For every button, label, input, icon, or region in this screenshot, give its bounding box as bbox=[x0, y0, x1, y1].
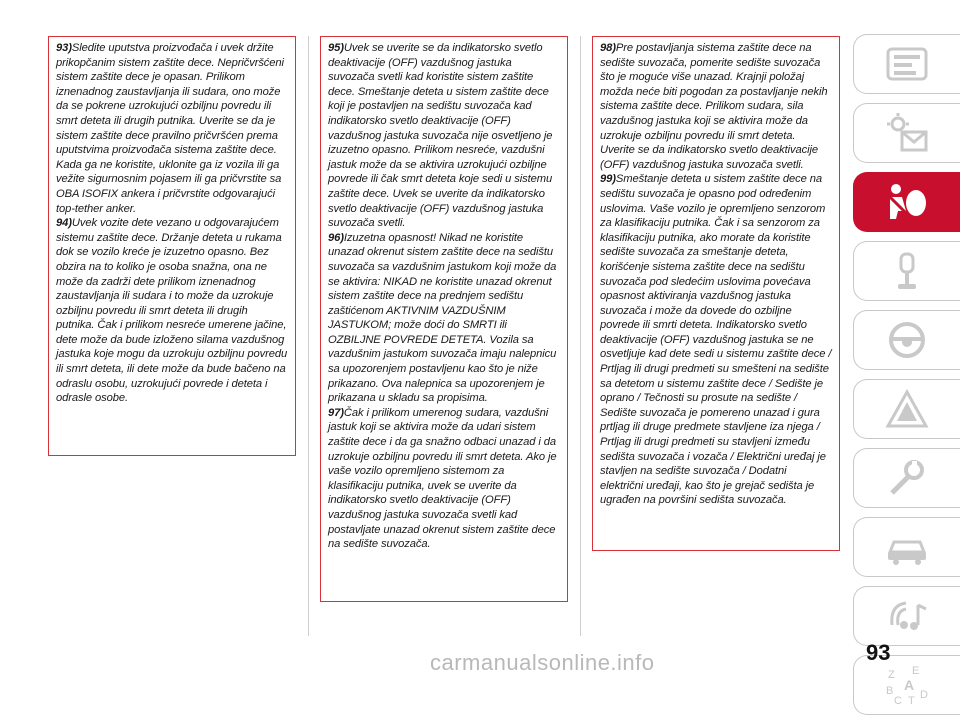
warning-box-column-1 bbox=[48, 36, 296, 456]
index-letter-t: T bbox=[908, 695, 915, 706]
dashboard-icon bbox=[884, 43, 930, 85]
alphabetical-index-icon bbox=[884, 664, 930, 706]
item-text: Uvek se uverite se da indikatorsko svetlo deaktivacije (OFF) vazdušnog jastuka suvozača svetli kad koristite sistem zaštite dece. Smeštanje deteta u sistem zaštite dece koji je postavljen na sedištu suvozača kad indikatorsko svetlo deaktivacije (OFF) vazdušnog jastuka suvozača nije osvetljeno je izuzetno opasno. Prilikom nesreće, vazdušni jastuk može da se aktivira uzrokujući ozbiljne povrede ili čak smrt deteta koje sedi u sistemu zaštite dece. Uvek se uverite da indikatorsko svetlo deaktivacije (OFF) vazdušnog jastuka suvozača svetli. bbox=[328, 42, 553, 230]
item-number: 98) bbox=[600, 42, 616, 54]
index-letter-z: Z bbox=[888, 669, 895, 681]
item-number: 93) bbox=[56, 42, 72, 54]
item-number: 99) bbox=[600, 173, 616, 186]
item-text: Smeštanje deteta u sistem zaštite dece na sedištu suvozača je opasno pod određenim uslovima. Vaše vozilo je opremljeno senzorom za klasifikaciju putnika. Čak i sa senzorom za klasifikaciju putnika, ako morate da koristite sedište suvozača za smeštanje deteta, korišćenje sistema zaštite dece na sedištu suvozača pod sledećim uslovima povećava opasnost aktiviranja vazdušnog jastuka suvozača i može da dovede do ozbiljne povrede ili smrti deteta. Indikatorsko svetlo deaktivacije (OFF) vazdušnog jastuka se ne osvetljuje kad dete sedi u sistemu zaštite dece / Prtljag ili drugi predmeti su smešteni na sedište sa detetom u sistemu zaštite dece / Sedište je oprano / Tečnosti su prosute na sedište / Sedište suvozača je pomereno unazad i gura prtljag ili druge predmete stavljene iza njega / Prtljag ili drugi predmeti su stavljeni između sedišta suvozača i vozača / Električni uređaj je stavljen na sedište suvozača / Dodatni električni uređaji, kao što je grejač sedišta je ugrađen na površini sedišta suvozača. bbox=[600, 173, 832, 507]
item-number: 97) bbox=[328, 406, 344, 419]
key-starting-icon bbox=[884, 250, 930, 292]
warning-item-95 bbox=[328, 41, 560, 231]
tab-steering[interactable] bbox=[853, 310, 960, 370]
multimedia-icon bbox=[884, 595, 930, 637]
item-number: 94) bbox=[56, 217, 72, 230]
item-text: Uvek vozite dete vezano u odgovarajućem sistemu zaštite dece. Držanje deteta u rukama dok se vozilo kreće je izuzetno opasno. Bez obzira na to koliko je osoba snažna, ona ne može da zadrži dete prilikom iznenadnog zaustavljanja ili sudara i to može da uzrokuje ozbiljnu povredu ili smrt deteta ili drugih putnika. Čak i prilikom nesreće umerene jačine, dete može da bude izloženo silama vazdušnog jastuka koje mogu da uzrokuju ozbiljnu povredu ili smrt deteta, ili dete može da bude bačeno na odraslu osobu, uzrokujući povrede i deteta i odrasle osobe. bbox=[56, 217, 288, 405]
tab-multimedia[interactable] bbox=[853, 586, 960, 646]
airbag-safety-icon bbox=[884, 181, 930, 223]
item-text: Izuzetna opasnost! Nikad ne koristite unazad okrenut sistem zaštite dece na sedištu suvozača sa vazdušnim jastukom koji može da se aktivira: NIKAD ne koristite unazad okrenut sistem zaštite dece na prednjem sedištu zaštićenom AKTIVNIM VAZDUŠNIM JASTUKOM; može doći do SMRTI ili OZBILJNE POVREDE DETETA. Vozila sa vazdušnim jastukom suvozača imaju nalepnicu sa upozorenjem postavljenu kao što je niže prikazano. Ova nalepnica sa upozorenjem je prikazana u skladu sa propisima. bbox=[328, 231, 557, 405]
maintenance-wrench-icon bbox=[884, 457, 930, 499]
column-divider bbox=[308, 36, 309, 636]
index-letter-b: B bbox=[886, 685, 894, 697]
steering-wheel-icon bbox=[884, 319, 930, 361]
tab-safety[interactable] bbox=[853, 172, 960, 232]
warning-item-97 bbox=[328, 406, 560, 552]
warning-box-column-2 bbox=[320, 36, 568, 602]
item-text: Čak i prilikom umerenog sudara, vazdušni jastuk koji se aktivira može da udari sistem zaštite dece i da ga snažno odbaci unazad i da uzrokuje ozbiljnu povredu ili smrt deteta. Ako je vaše vozilo opremljeno sistemom za klasifikaciju putnika, uvek se uverite da indikatorsko svetlo deaktivacije (OFF) vazdušnog jastuka suvozača svetli kad postavljate unazad okrenut sistem zaštite dece na sedište suvozača. bbox=[328, 406, 557, 551]
index-letter-e: E bbox=[912, 665, 920, 677]
warning-item-96 bbox=[328, 231, 560, 406]
page-number: 93 bbox=[866, 640, 891, 665]
warning-box-column-3 bbox=[592, 36, 840, 551]
item-number: 95) bbox=[328, 42, 344, 54]
index-letter-d: D bbox=[920, 689, 928, 701]
chapter-tabs-sidebar bbox=[853, 34, 960, 724]
warning-lights-icon bbox=[884, 112, 930, 154]
warning-item-99 bbox=[600, 172, 832, 508]
car-specs-icon bbox=[884, 526, 930, 568]
tab-starting-driving[interactable] bbox=[853, 241, 960, 301]
item-text: Pre postavljanja sistema zaštite dece na sedište suvozača, pomerite sedište suvozača što je moguće više unazad. Krajnji položaj možda neće biti pogodan za postavljanje nekih sistema zaštite dece. Prilikom sudara, sila vazdušnog jastuka koji se aktivira može da uzrokuje ozbiljnu povredu ili smrt deteta. Uverite se da indikatorsko svetlo deaktivacije (OFF) vazdušnog jastuka suvozača svetli. bbox=[600, 42, 828, 171]
tab-emergency[interactable] bbox=[853, 379, 960, 439]
index-letter-c: C bbox=[894, 695, 902, 706]
warning-item-93 bbox=[56, 41, 288, 216]
tab-technical-data[interactable] bbox=[853, 517, 960, 577]
tab-maintenance[interactable] bbox=[853, 448, 960, 508]
item-text: Sledite uputstva proizvođača i uvek držite prikopčanim sistem zaštite dece. Nepričvršćeni sistem zaštite dece je opasan. Prilikom iznenadnog zaustavljanja ili sudara, ono može da se pokrene uzrokujući ozbiljnu povredu ili smrt deteta ili drugih putnika. Uverite se da je sistem zaštite dece pravilno pričvršćen prema uputstvima proizvođača sistema zaštite dece. Kada ga ne koristite, uklonite ga iz vozila ili ga vežite sigurnosnim pojasem ili ga pričvrstite sa OBA ISOFIX ankera i pričvrstite odgovarajući top-tether anker. bbox=[56, 42, 284, 215]
index-letter-a: A bbox=[904, 677, 915, 693]
tab-dashboard[interactable] bbox=[853, 34, 960, 94]
tab-warning-lights[interactable] bbox=[853, 103, 960, 163]
item-number: 96) bbox=[328, 231, 344, 244]
watermark: carmanualsonline.info bbox=[430, 650, 655, 675]
warning-item-98 bbox=[600, 41, 832, 172]
column-divider bbox=[580, 36, 581, 636]
warning-item-94 bbox=[56, 216, 288, 406]
emergency-triangle-icon bbox=[884, 388, 930, 430]
